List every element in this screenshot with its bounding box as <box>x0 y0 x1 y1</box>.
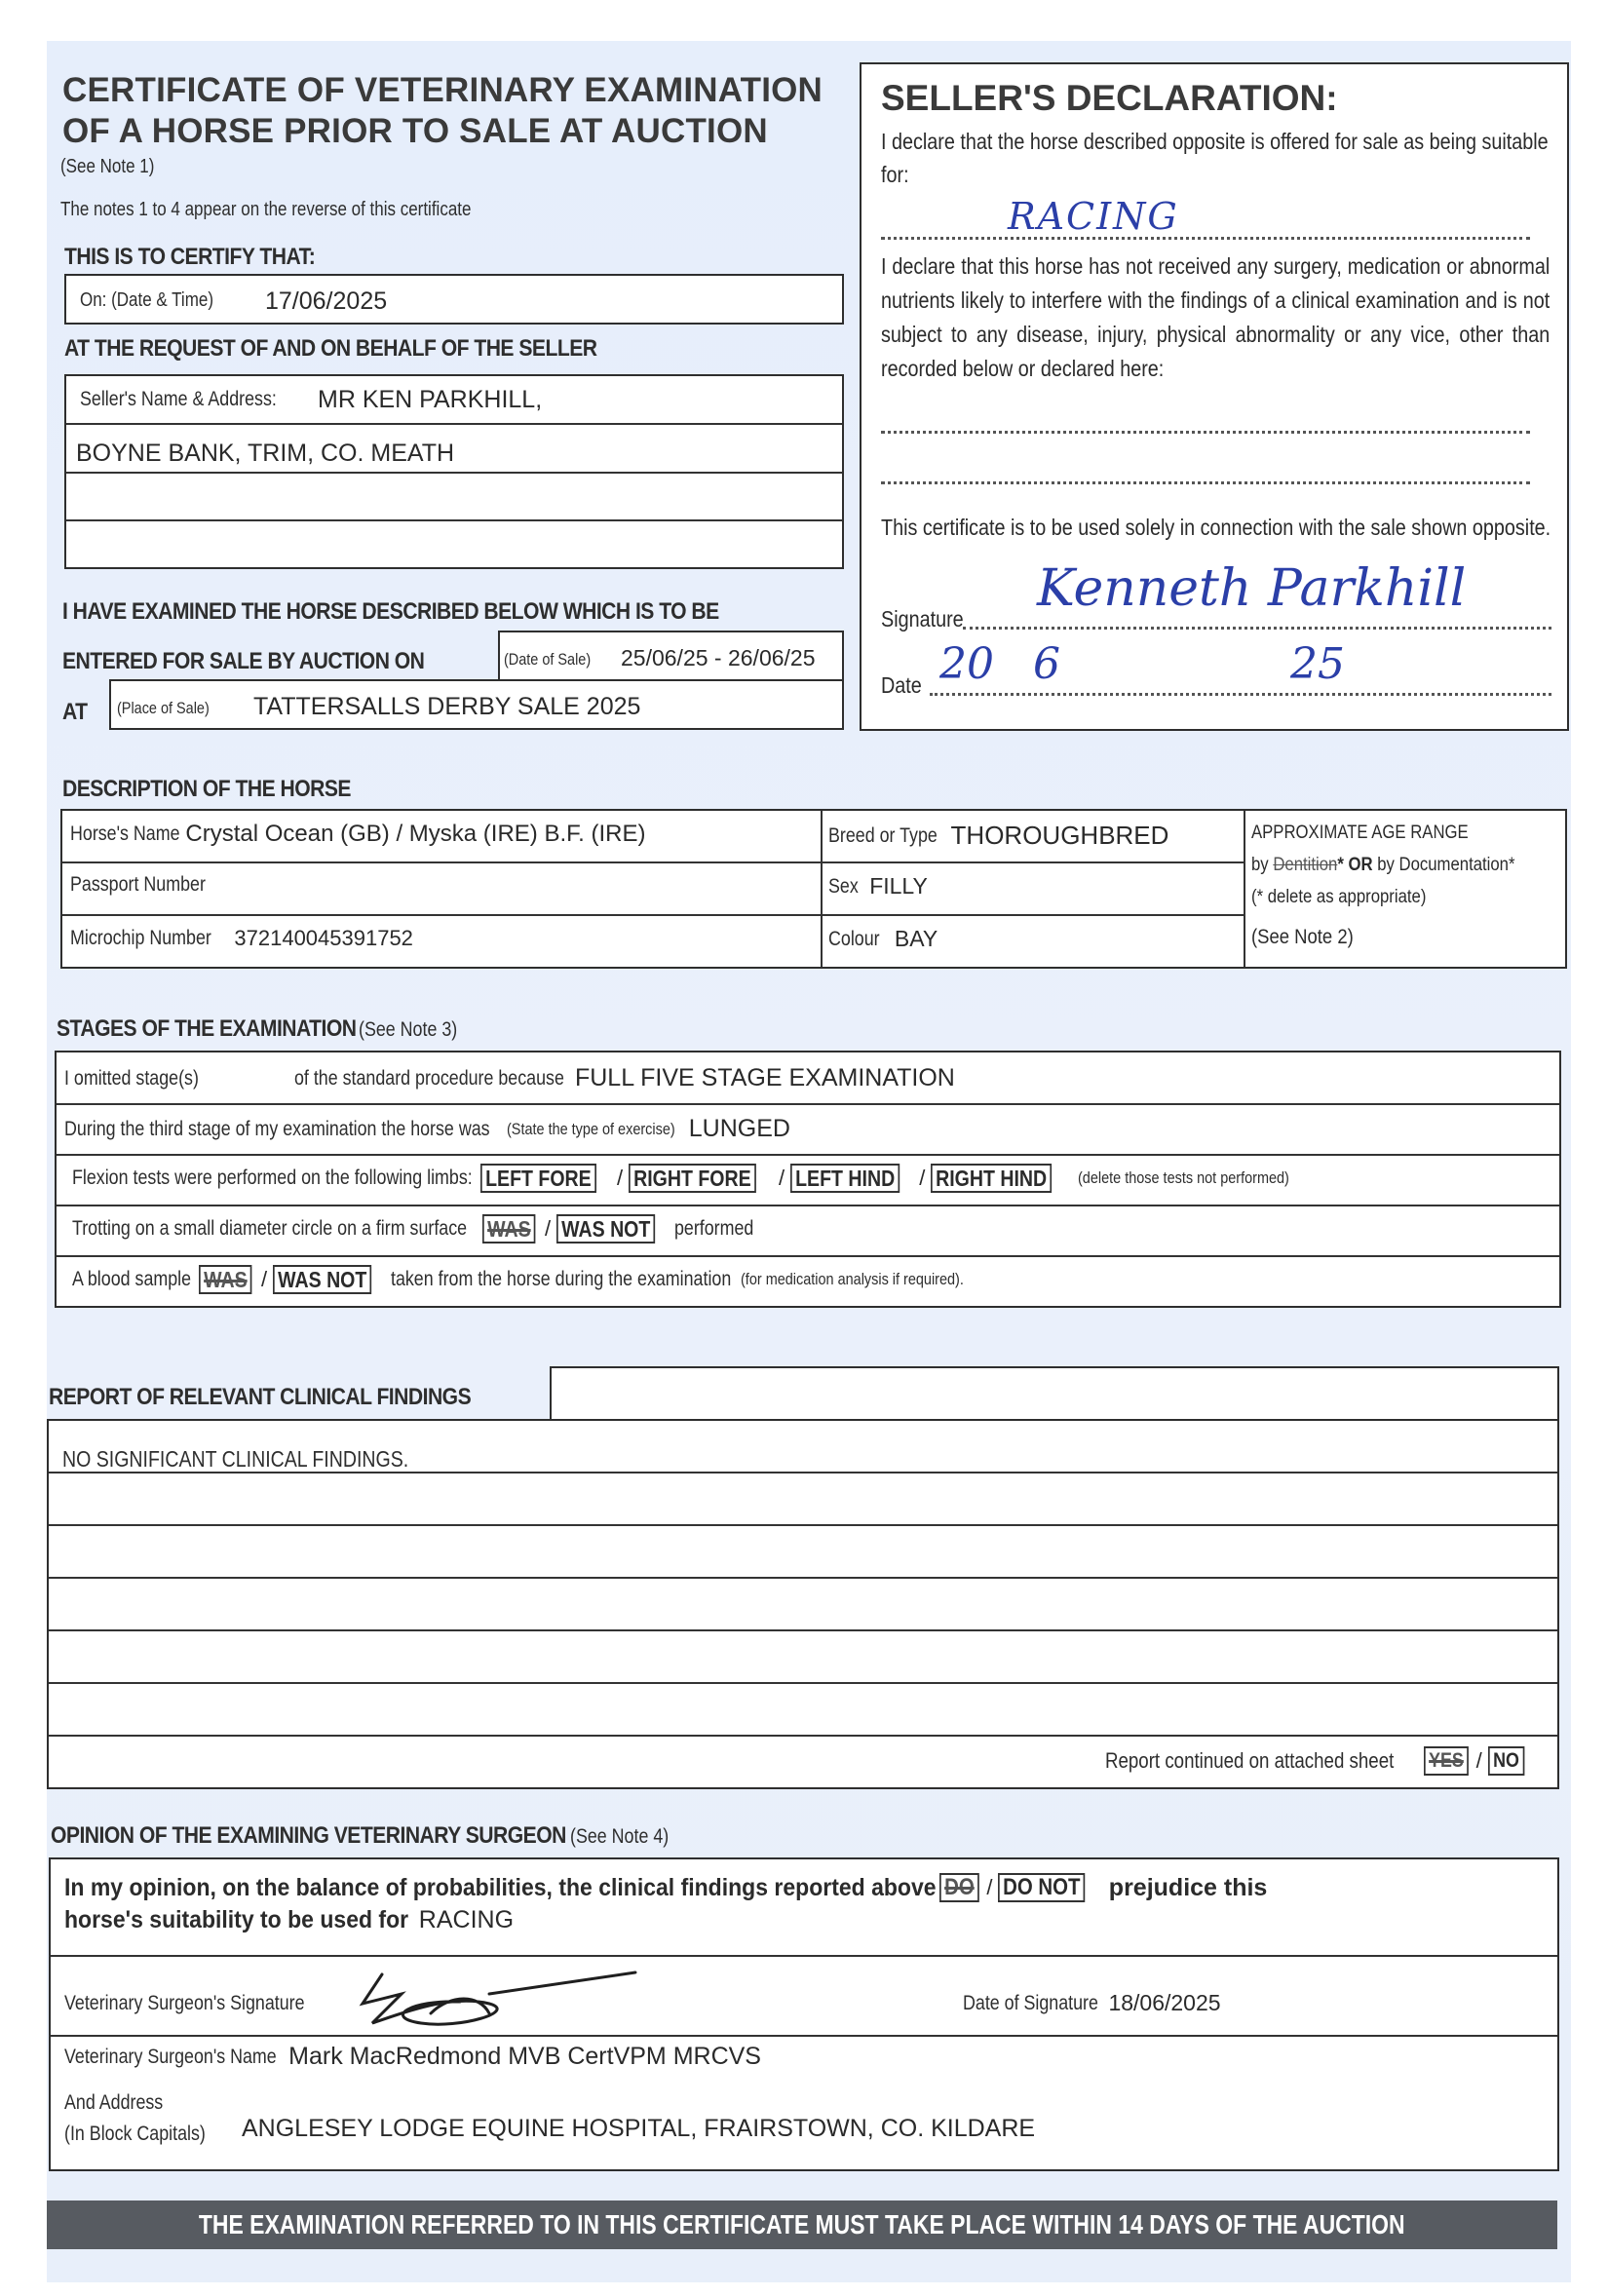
usage-text: This certificate is to be used solely in connection with the sale shown opposite. <box>881 515 1551 540</box>
place-of-sale-field[interactable] <box>109 679 844 730</box>
flexion-right-fore[interactable]: RIGHT FORE <box>629 1164 756 1193</box>
opinion-heading-note: (See Note 4) <box>570 1825 670 1848</box>
vet-address-value[interactable]: ANGLESEY LODGE EQUINE HOSPITAL, FRAIRSTOWN, CO. KILDARE <box>242 2115 1036 2142</box>
separator: / <box>617 1166 624 1190</box>
date-of-signature-label: Date of Signature <box>963 1991 1098 2014</box>
place-of-sale-label: (Place of Sale) <box>117 699 210 717</box>
vet-name-value: Mark MacRedmond MVB CertVPM MRCVS <box>288 2043 761 2070</box>
date-label: Date <box>881 672 922 698</box>
flexion-left-fore[interactable]: LEFT FORE <box>480 1164 596 1193</box>
date-day: 20 <box>939 639 994 689</box>
date-of-sale-value: 25/06/25 - 26/06/25 <box>621 645 816 670</box>
colour-label: Colour <box>828 927 880 950</box>
continued-yes-option-struck[interactable]: YES <box>1424 1746 1469 1776</box>
breed-label: Breed or Type <box>828 823 938 847</box>
divider <box>62 914 1244 916</box>
clinical-findings-heading: REPORT OF RELEVANT CLINICAL FINDINGS <box>49 1384 472 1410</box>
continued-no-option[interactable]: NO <box>1488 1746 1524 1776</box>
address-label-line1: And Address <box>64 2091 164 2114</box>
trotting-row <box>72 1214 768 1244</box>
vet-name-row[interactable] <box>64 2043 761 2071</box>
colour-row[interactable] <box>828 926 938 952</box>
divider <box>57 1103 1559 1105</box>
sex-row[interactable] <box>828 873 928 899</box>
microchip-number-row[interactable] <box>70 926 413 951</box>
blood-note: (for medication analysis if required). <box>741 1270 965 1288</box>
sex-value: FILLY <box>869 873 928 899</box>
third-stage-label: During the third stage of my examination the horse was <box>64 1117 490 1140</box>
divider <box>51 1955 1557 1957</box>
seller-declaration-box <box>860 62 1569 731</box>
vet-signature-scribble <box>343 1965 645 2035</box>
opinion-statement-line2-text: horse's suitability to be used for <box>64 1906 409 1933</box>
separator: / <box>544 1216 552 1241</box>
divider <box>51 2035 1557 2037</box>
seller-name-address-box <box>64 374 844 569</box>
notes-reference: The notes 1 to 4 appear on the reverse of this certificate <box>60 199 472 220</box>
suitable-for-line <box>881 237 1530 240</box>
flexion-right-hind[interactable]: RIGHT HIND <box>931 1164 1052 1193</box>
horse-name-row[interactable] <box>70 821 645 848</box>
date-of-sale-label: (Date of Sale) <box>504 650 592 669</box>
date-month: 6 <box>1033 639 1060 689</box>
signature-label: Signature <box>881 606 964 631</box>
passport-label: Passport Number <box>70 873 206 896</box>
clinical-findings-header-cell <box>550 1366 1559 1421</box>
third-stage-value: LUNGED <box>688 1115 790 1142</box>
separator: / <box>778 1166 785 1190</box>
opinion-statement-part2: prejudice this <box>1108 1873 1268 1901</box>
stages-heading-row <box>57 1015 475 1043</box>
request-heading: AT THE REQUEST OF AND ON BEHALF OF THE SELLER <box>64 335 597 362</box>
certificate-title-line2: OF A HORSE PRIOR TO SALE AT AUCTION <box>62 112 768 150</box>
age-range-cell <box>1251 817 1551 953</box>
address-label-line2: (In Block Capitals) <box>64 2123 206 2145</box>
opinion-box <box>49 1857 1559 2171</box>
divider <box>57 1255 1559 1257</box>
stages-heading-note: (See Note 3) <box>358 1018 458 1041</box>
seller-declaration-intro: I declare that the horse described opposite is offered for sale as being suitable for: <box>881 129 1549 187</box>
opinion-statement-line2 <box>64 1906 514 1934</box>
blood-was-not-option[interactable]: WAS NOT <box>273 1265 371 1294</box>
flexion-note: (delete those tests not performed) <box>1077 1168 1289 1187</box>
certify-heading: THIS IS TO CERTIFY THAT: <box>64 244 316 270</box>
see-note-1: (See Note 1) <box>60 156 155 177</box>
signature-line[interactable] <box>963 627 1551 630</box>
trotting-label: Trotting on a small diameter circle on a firm surface <box>72 1217 468 1240</box>
omitted-stages-row[interactable] <box>64 1064 955 1092</box>
flexion-left-hind[interactable]: LEFT HIND <box>790 1164 900 1193</box>
third-stage-note: (State the type of exercise) <box>506 1119 675 1138</box>
date-of-signature-row[interactable] <box>963 1990 1221 2016</box>
opinion-do-option-struck[interactable]: DO <box>939 1873 979 1902</box>
omitted-because: of the standard procedure because <box>294 1066 565 1090</box>
separator: / <box>1475 1748 1482 1773</box>
stages-table <box>55 1051 1561 1308</box>
blood-sample-row <box>72 1265 1004 1294</box>
seller-label: Seller's Name & Address: <box>80 388 277 410</box>
date-value: 17/06/2025 <box>265 287 388 315</box>
age-documentation: by Documentation* <box>1377 855 1515 875</box>
microchip-label: Microchip Number <box>70 927 211 949</box>
third-stage-row[interactable] <box>64 1115 790 1143</box>
declared-line-1[interactable] <box>881 431 1530 434</box>
horse-description-heading: DESCRIPTION OF THE HORSE <box>62 776 351 802</box>
horse-name-label: Horse's Name <box>70 823 180 845</box>
age-range-method[interactable] <box>1251 849 1514 881</box>
divider <box>49 1735 1557 1737</box>
age-range-heading: APPROXIMATE AGE RANGE <box>1251 823 1469 843</box>
examined-statement-line2: ENTERED FOR SALE BY AUCTION ON <box>62 648 425 674</box>
divider <box>57 1205 1559 1206</box>
vet-signature-label: Veterinary Surgeon's Signature <box>64 1992 305 2014</box>
divider <box>66 423 842 425</box>
findings-line-1[interactable]: NO SIGNIFICANT CLINICAL FINDINGS. <box>62 1446 409 1472</box>
place-of-sale-value: TATTERSALLS DERBY SALE 2025 <box>253 693 641 720</box>
opinion-statement-part1: In my opinion, on the balance of probabilities, the clinical findings reported above <box>64 1873 937 1901</box>
separator: / <box>986 1875 993 1899</box>
age-dentition-struck: Dentition <box>1273 855 1338 875</box>
date-label: On: (Date & Time) <box>80 289 213 311</box>
divider <box>49 1629 1557 1631</box>
divider <box>49 1577 1557 1579</box>
sex-label: Sex <box>828 874 859 898</box>
report-continued-label: Report continued on attached sheet <box>1105 1748 1395 1773</box>
breed-row[interactable] <box>828 821 1168 851</box>
seller-signature: Kenneth Parkhill <box>1037 559 1467 618</box>
microchip-value: 372140045391752 <box>234 926 413 950</box>
age-or: * OR <box>1337 855 1373 875</box>
opinion-do-not-option[interactable]: DO NOT <box>998 1873 1086 1902</box>
divider <box>66 519 842 521</box>
divider <box>66 472 842 474</box>
date-year: 25 <box>1290 639 1345 689</box>
divider <box>821 811 823 967</box>
horse-description-table <box>60 809 1567 969</box>
omitted-label: I omitted stage(s) <box>64 1066 199 1090</box>
footer-banner-text: THE EXAMINATION REFERRED TO IN THIS CERTIFICATE MUST TAKE PLACE WITHIN 14 DAYS OF THE AUCTION <box>199 2209 1405 2239</box>
flexion-row <box>72 1164 1326 1193</box>
flexion-label: Flexion tests were performed on the following limbs: <box>72 1167 473 1189</box>
divider <box>49 1682 1557 1684</box>
vet-name-label: Veterinary Surgeon's Name <box>64 2045 277 2068</box>
declared-line-2[interactable] <box>881 481 1530 484</box>
blood-was-option-struck[interactable]: WAS <box>199 1265 252 1294</box>
at-label: AT <box>62 699 88 725</box>
stages-heading: STAGES OF THE EXAMINATION <box>57 1015 357 1042</box>
colour-value: BAY <box>894 926 938 951</box>
date-of-sale-field[interactable] <box>498 631 844 681</box>
divider <box>49 1524 1557 1526</box>
passport-number-row[interactable] <box>70 873 229 897</box>
trotting-suffix: performed <box>674 1217 754 1240</box>
divider <box>62 861 1244 863</box>
age-see-note: (See Note 2) <box>1251 926 1354 948</box>
age-delete-note: (* delete as appropriate) <box>1251 887 1427 907</box>
report-continued-row <box>1105 1746 1524 1776</box>
trotting-was-not-option[interactable]: WAS NOT <box>556 1214 655 1244</box>
breed-value: THOROUGHBRED <box>950 821 1169 850</box>
suitable-for-handwritten[interactable]: RACING <box>1008 195 1179 238</box>
blood-suffix: taken from the horse during the examination <box>391 1268 732 1290</box>
suitability-value[interactable]: RACING <box>418 1906 515 1933</box>
separator: / <box>261 1267 268 1291</box>
footer-banner <box>47 2200 1557 2249</box>
seller-address-line2[interactable]: BOYNE BANK, TRIM, CO. MEATH <box>76 440 455 467</box>
age-by: by <box>1251 855 1269 875</box>
seller-declaration-heading: SELLER'S DECLARATION: <box>881 78 1338 118</box>
opinion-heading: OPINION OF THE EXAMINING VETERINARY SURGEON <box>51 1822 566 1849</box>
separator: / <box>919 1166 926 1190</box>
seller-name-field[interactable]: MR KEN PARKHILL, <box>318 386 543 413</box>
examination-date-field[interactable] <box>64 274 844 325</box>
blood-label: A blood sample <box>72 1268 192 1290</box>
date-of-signature-value: 18/06/2025 <box>1108 1990 1221 2015</box>
divider <box>1244 811 1245 967</box>
omitted-reason: FULL FIVE STAGE EXAMINATION <box>574 1064 955 1091</box>
clinical-findings-box <box>47 1419 1559 1789</box>
horse-name-value: Crystal Ocean (GB) / Myska (IRE) B.F. (IRE) <box>185 821 646 847</box>
examined-statement-line1: I HAVE EXAMINED THE HORSE DESCRIBED BELOW WHICH IS TO BE <box>62 598 719 625</box>
certificate-title-line1: CERTIFICATE OF VETERINARY EXAMINATION <box>62 71 823 109</box>
trotting-was-option-struck[interactable]: WAS <box>482 1214 536 1244</box>
seller-declaration-text: I declare that this horse has not received any surgery, medication or abnormal nutrients likely to interfere with the findings of a clinical examination and is not subject to any disease, injury, physical abnormality or any vice, other than recorded below or declared here: <box>881 253 1551 381</box>
date-line[interactable] <box>930 693 1551 696</box>
divider <box>57 1154 1559 1156</box>
opinion-heading-row <box>51 1822 686 1850</box>
opinion-statement-line1 <box>64 1873 1267 1902</box>
